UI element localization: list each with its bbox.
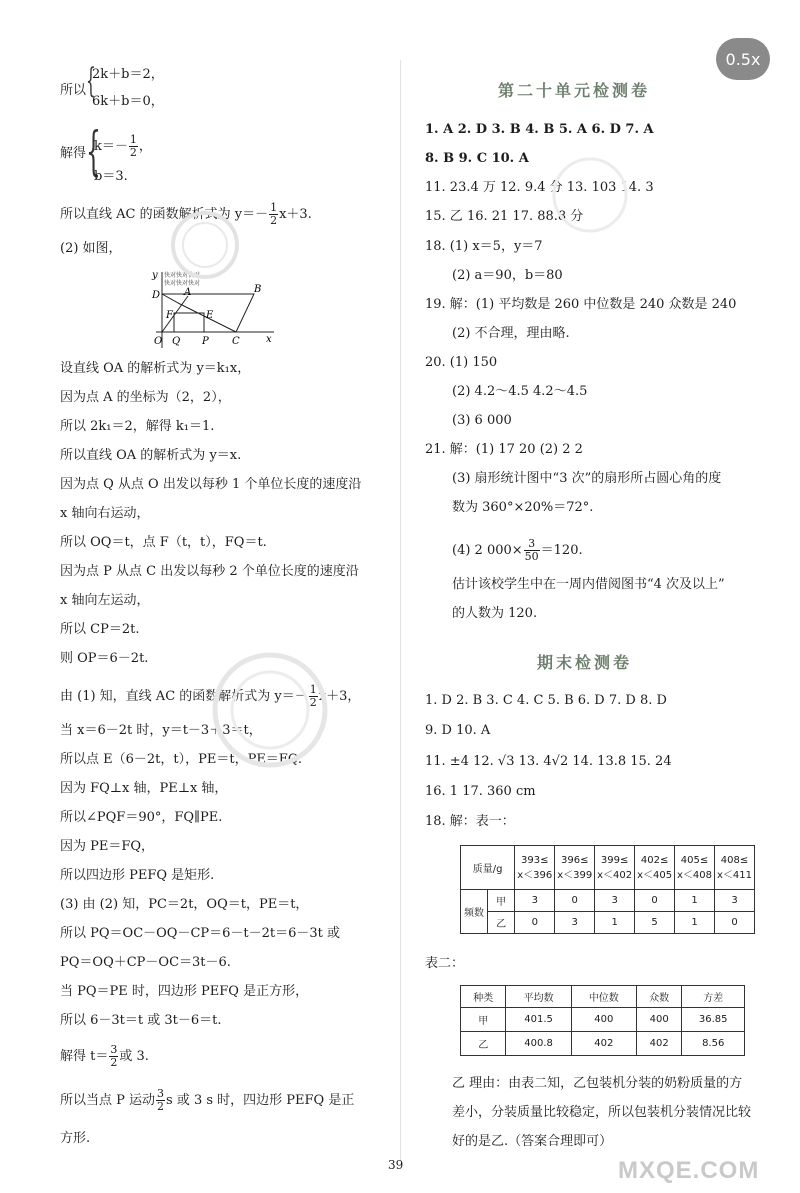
playback-speed-badge[interactable]: 0.5x: [716, 38, 770, 80]
answer-line: (3) 6 000: [452, 413, 512, 428]
answer-line: 20. (1) 150: [425, 355, 498, 370]
table-row: [461, 890, 755, 912]
table-cell: 401.5: [506, 1008, 571, 1032]
text-line: 当 x＝6－2t 时，y＝t－3＋3＝t，: [60, 723, 262, 738]
table-cell: 1: [675, 890, 715, 912]
answer-line: 21. 解：(1) 17 20 (2) 2 2: [425, 442, 583, 457]
table-header-cell: 频数: [461, 890, 488, 934]
system1-prefix: 所以: [60, 83, 87, 98]
system2-prefix: 解得: [60, 146, 87, 161]
table-cell: 400: [571, 1008, 636, 1032]
section-title-unit20: 第二十单元检测卷: [498, 81, 651, 100]
text-line: 所以∠PQF＝90°，FQ∥PE.: [60, 810, 223, 825]
table-cell: 402: [636, 1032, 681, 1056]
answer-line: (2) a＝90，b＝80: [452, 268, 563, 283]
text-line: 所以 PQ＝OC－OQ－CP＝6－t－2t＝6－3t 或: [60, 926, 341, 941]
text-line: 方形.: [60, 1131, 91, 1146]
table-range-cell: 408≤ x＜411: [715, 846, 755, 890]
answer-line: 9. D 10. A: [425, 723, 491, 738]
answer-line: 1. D 2. B 3. C 4. C 5. B 6. D 7. D 8. D: [425, 693, 667, 708]
table-cell: 400: [636, 1008, 681, 1032]
label-b: B: [254, 284, 262, 295]
table-header-row: [461, 986, 745, 1008]
answer-line: 11. 23.4 万 12. 9.4 分 13. 103 14. 3: [425, 180, 654, 195]
conclusion-line: 差小，分装质量比较稳定，所以包装机分装情况比较: [452, 1105, 752, 1120]
label-o: O: [154, 336, 163, 347]
label-f: F: [166, 310, 173, 321]
table-cell: 5: [635, 912, 675, 934]
table-range-cell: 405≤ x＜408: [675, 846, 715, 890]
table-header-cell: 众数: [636, 986, 681, 1008]
conclusion-line: 好的是乙.（答案合理即可）: [452, 1134, 613, 1149]
text-line: 所以当点 P 运动 $\frac{3}{2}$ s 或 3 s 时，四边形 PEFQ 是正: [60, 1087, 355, 1113]
fraction: $\frac{3}{50}$: [524, 537, 539, 563]
figure-watermark: 快对快对快对: [164, 272, 201, 279]
label-c: C: [232, 336, 240, 347]
table-cell: 3: [555, 912, 595, 934]
text-line: 所以 6－3t＝t 或 3t－6＝t.: [60, 1013, 222, 1028]
table-cell: 8.56: [682, 1032, 745, 1056]
part2-heading: (2) 如图，: [60, 241, 122, 256]
watermark-stamp-icon: [165, 205, 245, 285]
label-x: x: [266, 334, 272, 345]
text-line: 因为点 P 从点 C 出发以每秒 2 个单位长度的速度沿: [60, 564, 359, 579]
answer-line: 的人数为 120.: [452, 606, 538, 621]
answer-line: 11. ±4 12. √3 13. 4√2 14. 13.8 15. 24: [425, 754, 672, 769]
watermark-stamp-icon: [205, 645, 335, 775]
table-header-cell: 种类: [461, 986, 506, 1008]
table-row: [461, 1008, 745, 1032]
answer-line: 数为 360°×20%＝72°.: [452, 500, 594, 515]
figure-watermark: 快对快对快对: [164, 280, 201, 287]
table-cell: 1: [595, 912, 635, 934]
table-one: [460, 845, 755, 934]
table-cell: 甲: [461, 1008, 506, 1032]
answer-line: 18. 解：表一：: [425, 814, 515, 829]
fraction: $\frac{1}{2}$: [309, 683, 317, 709]
answer-line: 19. 解：(1) 平均数是 260 中位数是 240 众数是 240: [425, 297, 737, 312]
text-line: (3) 由 (2) 知，PC＝2t，OQ＝t，PE＝t，: [60, 897, 309, 912]
fraction: $\frac{1}{2}$: [270, 201, 278, 227]
text-line: 因为点 A 的坐标为（2，2），: [60, 390, 231, 405]
watermark-stamp-icon: [545, 150, 635, 240]
answer-line: 15. 乙 16. 21 17. 88.8 分: [425, 209, 584, 224]
table-cell: 0: [635, 890, 675, 912]
answer-line: (2) 4.2～4.5 4.2～4.5: [452, 384, 588, 399]
table-two: [460, 985, 745, 1056]
text-line: 则 OP＝6－2t.: [60, 651, 149, 666]
table-cell: 402: [571, 1032, 636, 1056]
table-cell: 3: [595, 890, 635, 912]
table-header-cell: 质量/g: [461, 846, 515, 890]
system2-line1: k＝－ $\frac{1}{2}$ ，: [94, 133, 152, 159]
answer-line: (4) 2 000× $\frac{3}{50}$ ＝120.: [452, 537, 583, 563]
answer-line: (2) 不合理，理由略.: [452, 326, 570, 341]
text-line: 所以 OQ＝t，点 F（t，t），FQ＝t.: [60, 535, 267, 550]
text-line: 因为 PE＝FQ，: [60, 839, 155, 854]
column-divider: [400, 60, 401, 1160]
fraction: $\frac{1}{2}$: [129, 133, 137, 159]
page-number: 39: [388, 1158, 404, 1172]
table-cell: 0: [715, 912, 755, 934]
table-cell: 3: [715, 890, 755, 912]
text-line: 所以点 E（6－2t，t），PE＝t，PE＝FQ.: [60, 752, 302, 767]
text-line: 所以四边形 PEFQ 是矩形.: [60, 868, 215, 883]
table-range-cell: 399≤ x＜402: [595, 846, 635, 890]
text-line: 所以直线 OA 的解析式为 y＝x.: [60, 448, 242, 463]
table-cell: 400.8: [506, 1032, 571, 1056]
table-cell: 0: [515, 912, 555, 934]
answer-line: 估计该校学生中在一周内借阅图书“4 次及以上”: [452, 577, 725, 592]
left-brace-icon: {: [86, 122, 101, 182]
fraction: $\frac{3}{2}$: [157, 1087, 165, 1113]
text-line: 由 (1) 知，直线 AC 的函数解析式为 y＝－ $\frac{1}{2}$ x＋3，: [60, 683, 361, 709]
text-line: x 轴向右运动，: [60, 506, 150, 521]
table-row: [461, 1032, 745, 1056]
label-p: P: [202, 336, 209, 347]
table-cell: 0: [555, 890, 595, 912]
table-cell: 1: [675, 912, 715, 934]
site-watermark: MXQE.COM: [618, 1157, 760, 1184]
label-q: Q: [172, 336, 181, 347]
text-line: x 轴向左运动，: [60, 593, 150, 608]
ac-function-line: 所以直线 AC 的函数解析式为 y＝－ $\frac{1}{2}$ x＋3.: [60, 201, 312, 227]
text-line: 所以 CP＝2t.: [60, 622, 140, 637]
answer-line: (3) 扇形统计图中“3 次”的扇形所占圆心角的度: [452, 471, 722, 486]
rectangle-pefq: [174, 313, 204, 332]
text-line: 因为 FQ⊥x 轴，PE⊥x 轴，: [60, 781, 228, 796]
answer-line: 1. A 2. D 3. B 4. B 5. A 6. D 7. A: [425, 122, 654, 137]
table-cell: 3: [515, 890, 555, 912]
table-header-cell: 方差: [682, 986, 745, 1008]
label-y: y: [152, 270, 158, 281]
answer-line: 18. (1) x＝5，y＝7: [425, 239, 543, 254]
section-title-final: 期末检测卷: [537, 653, 633, 672]
table-header-cell: 中位数: [571, 986, 636, 1008]
text-line: 因为点 Q 从点 O 出发以每秒 1 个单位长度的速度沿: [60, 477, 362, 492]
system1-line2: 6k＋b＝0，: [92, 94, 164, 109]
text-line: 所以 2k₁＝2，解得 k₁＝1.: [60, 419, 215, 434]
table-cell: 乙: [461, 1032, 506, 1056]
system1-line1: 2k＋b＝2，: [92, 67, 164, 82]
label-e: E: [206, 310, 214, 321]
table2-label: 表二：: [425, 956, 465, 971]
table-cell: 乙: [488, 912, 515, 934]
table-cell: 甲: [488, 890, 515, 912]
table-header-cell: 平均数: [506, 986, 571, 1008]
conclusion-line: 乙 理由：由表二知，乙包装机分装的奶粉质量的方: [452, 1076, 743, 1091]
answer-line: 16. 1 17. 360 cm: [425, 784, 536, 799]
table-range-cell: 396≤ x＜399: [555, 846, 595, 890]
table-range-cell: 402≤ x＜405: [635, 846, 675, 890]
text-line: PQ＝OQ＋CP－OC＝3t－6.: [60, 955, 231, 970]
text-line: 设直线 OA 的解析式为 y＝k₁x，: [60, 361, 251, 376]
label-d: D: [152, 290, 161, 301]
text-line: 当 PQ＝PE 时，四边形 PEFQ 是正方形，: [60, 984, 309, 999]
answer-line: 8. B 9. C 10. A: [425, 151, 529, 166]
left-brace-icon: {: [86, 61, 96, 101]
table-cell: 36.85: [682, 1008, 745, 1032]
table-row: [461, 912, 755, 934]
system2-line2: b＝3.: [94, 169, 128, 184]
label-a: A: [184, 287, 192, 298]
fraction: $\frac{3}{2}$: [110, 1043, 118, 1069]
text-line: 解得 t＝ $\frac{3}{2}$ 或 3.: [60, 1043, 149, 1069]
table-range-cell: 393≤ x＜396: [515, 846, 555, 890]
